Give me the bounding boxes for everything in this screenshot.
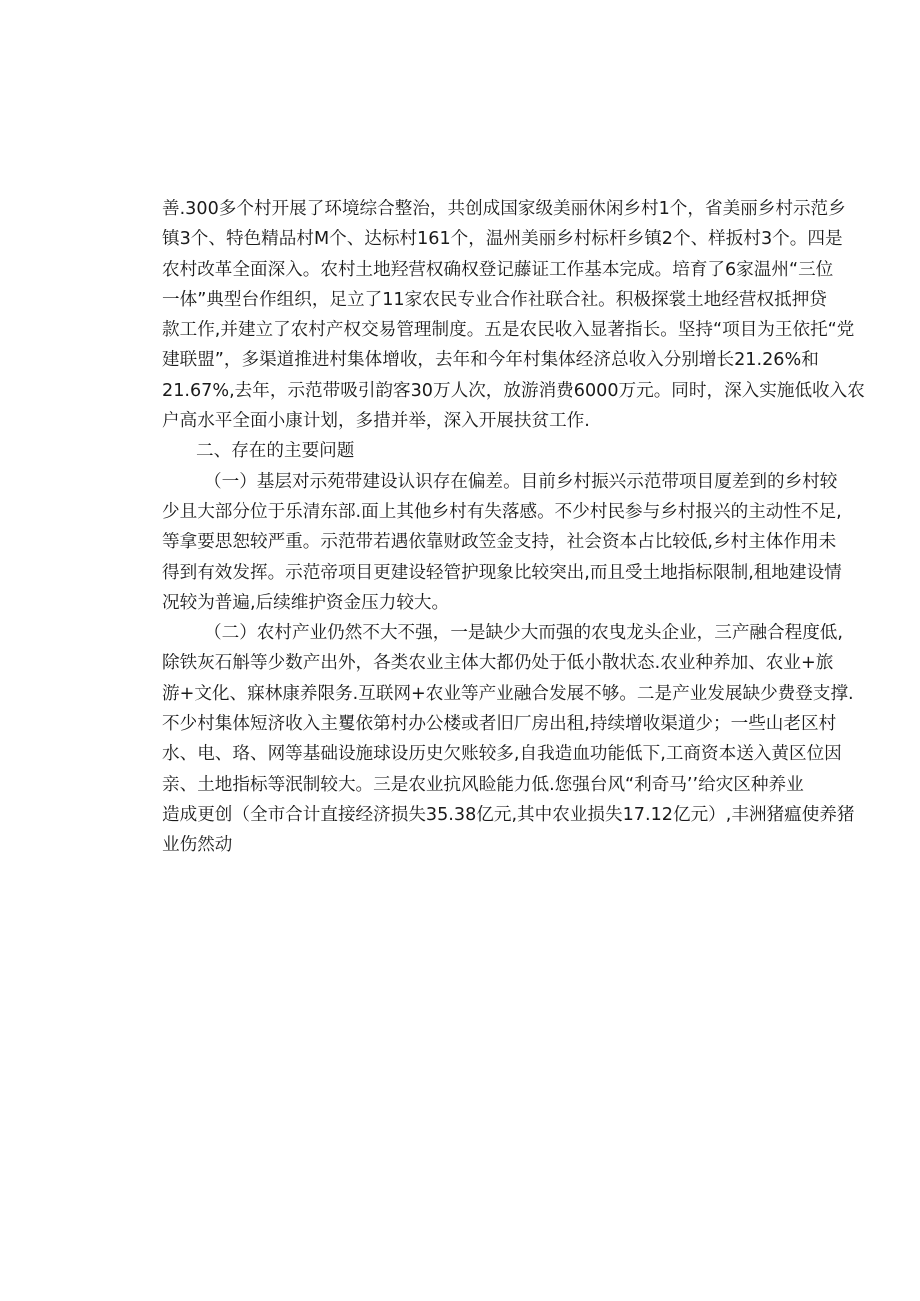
text-line: 造成更创（全市合计直接经济损失35.38亿元,其中农业损失17.12亿元）,丰洲猪瘟使养猪 xyxy=(162,804,855,825)
text-line: 不少村集体短济收入主矍依第村办公楼或者旧厂房出租,持续增收渠道少；一些山老区村 xyxy=(162,714,837,735)
text-line: 等拿要思恕较严重。示范带若遇依靠财政笠金支持，社会资本占比较低,乡村主体作用未 xyxy=(162,532,837,553)
text-line: 农村改革全面深入。农村土地羟营权确权登记藤证工作基本完成。培育了6家温州“三位 xyxy=(162,259,834,280)
section-heading: 二、存在的主要问题 xyxy=(196,441,355,462)
text-line: 一体”典型台作组织，足立了11家农民专业合作社联合社。积极探裳土地经营权抵押贷 xyxy=(162,289,827,310)
text-line: 除铁灰石斛等少数产出外，各类农业主体大都仍处于低小散状态.农业种养加、农业+旅 xyxy=(162,653,834,674)
document-body xyxy=(162,194,865,861)
text-line: 户高水平全面小康计划，多措并举，深入开展扶贫工作. xyxy=(162,411,590,432)
text-line: 业伤然动 xyxy=(162,835,233,856)
text-line: 少且大部分位于乐清东部.面上其他乡村有失落感。不少村民参与乡村报兴的主动性不足, xyxy=(162,501,842,522)
text-line: 建联盟”，多渠道推进村集体增收，去年和今年村集体经济总收入分别增长21.26%和 xyxy=(162,350,819,371)
text-line: 况较为普遍,后续维护资金压力较大。 xyxy=(162,592,450,613)
text-line: 款工作,并建立了农村产权交易管理制度。五是农民收入显著指长。坚持“项目为王依托“党 xyxy=(162,320,855,341)
text-line: 亲、土地指标等泯制较大。三是农业抗风睑能力低.您强台风“利奇马’’给灾区种养业 xyxy=(162,774,804,795)
text-line: （二）农村产业仍然不大不强，一是缺少大而强的农曳龙头企业，三产融合程度低, xyxy=(204,623,843,644)
paragraph-continuation xyxy=(162,194,865,436)
text-line: 水、电、珞、网等基础设施球设历史欠账较多,自我造血功能低下,工商资本送入黄区位因 xyxy=(162,744,842,765)
text-line: 21.67%,去年，示范带吸引韵客30万人次，放游消费6000万元。同时，深入实施低收入农 xyxy=(162,380,865,401)
paragraph-issue-2 xyxy=(162,618,855,860)
text-line: 游+文化、寐林康养限务.互联网+农业等产业融合发展不够。二是产业发展缺少费登支撑. xyxy=(162,683,854,704)
paragraph-issue-1 xyxy=(162,467,842,618)
text-line: （一）基层对示苑带建设认识存在偏差。目前乡村振兴示范带项目厦差到的乡村较 xyxy=(204,471,838,492)
text-line: 镇3个、特色精品村M个、达标村161个，温州美丽乡村标杆乡镇2个、样扳村3个。四是 xyxy=(162,229,843,250)
text-line: 善.300多个村开展了环境综合整治，共创成国家级美丽休闲乡村1个，省美丽乡村示范乡 xyxy=(162,199,846,219)
text-line: 得到有效发挥。示范帝项目更建设轻管护现象比较突出,而且受土地指标限制,租地建设情 xyxy=(162,562,842,583)
